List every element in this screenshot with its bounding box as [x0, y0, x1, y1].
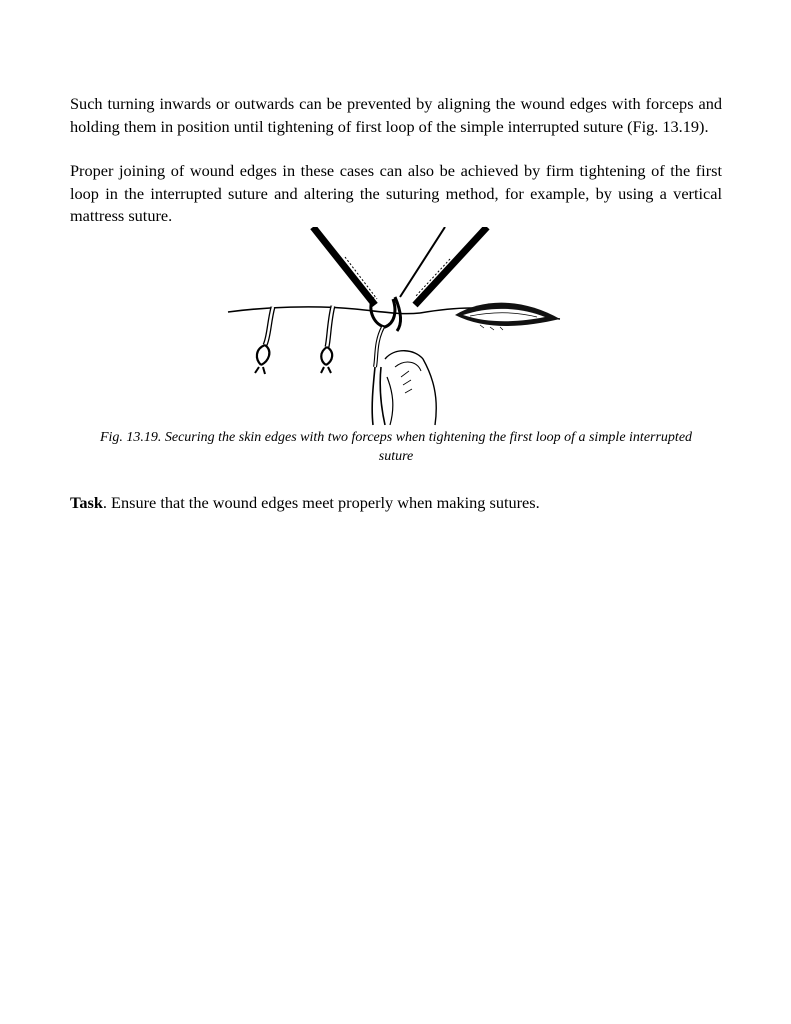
task-text: . Ensure that the wound edges meet properly when making sutures.: [102, 493, 540, 512]
task-paragraph: [70, 492, 722, 515]
task-label: Task: [70, 493, 103, 512]
figure-caption: Fig. 13.19. Securing the skin edges with two forceps when tightening the first loop of a simple interrupted suture: [99, 430, 693, 464]
suture-illustration: [225, 227, 567, 427]
paragraph-1: Such turning inwards or outwards can be prevented by aligning the wound edges with forceps and holding them in position until tightening of first loop of the simple interrupted suture (Fig. 13.19).: [70, 94, 722, 136]
paragraph-2: Proper joining of wound edges in these cases can also be achieved by firm tightening of the first loop in the interrupted suture and altering the suturing method, for example, by using a vertical mattress suture.: [70, 161, 722, 225]
